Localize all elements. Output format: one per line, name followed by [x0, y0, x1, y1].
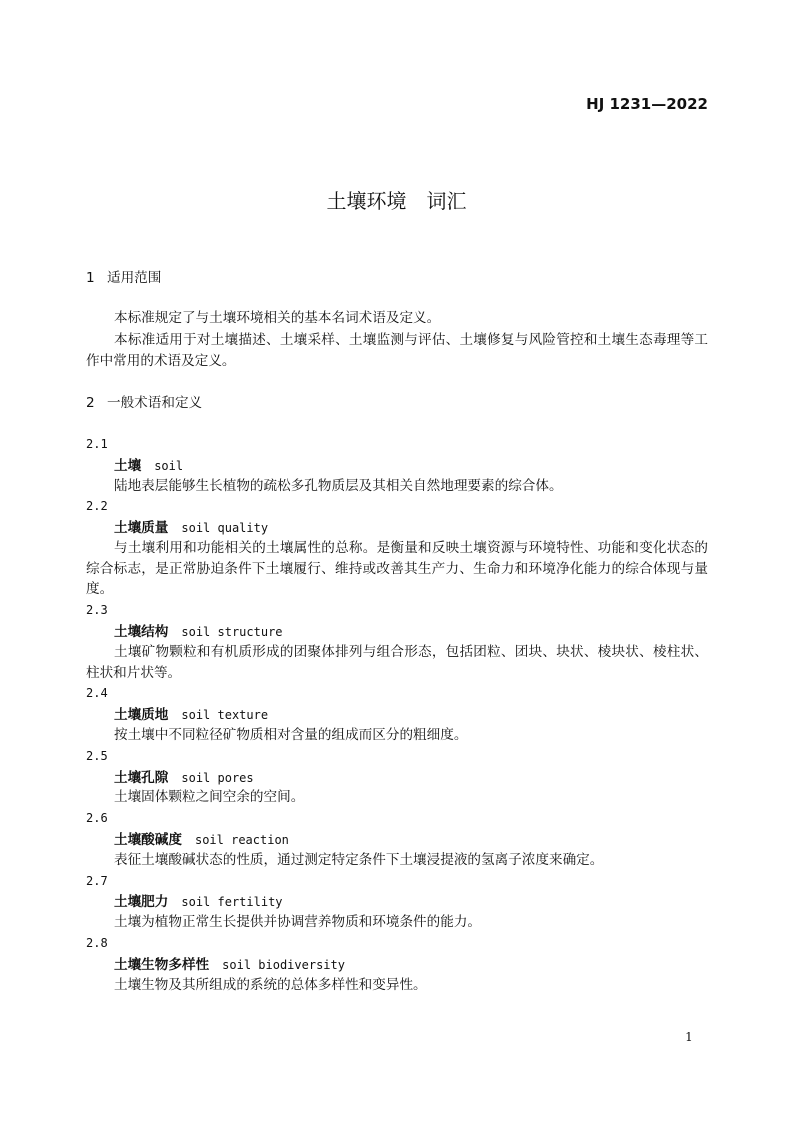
clause-number: 2.7 — [86, 874, 108, 888]
definition-line: 土壤生物及其所组成的系统的总体多样性和变异性。 — [114, 977, 427, 993]
term-en: soil texture — [181, 708, 269, 722]
term-en: soil pores — [181, 771, 254, 785]
clause-number: 2.1 — [86, 437, 108, 451]
section-number: 2 — [86, 395, 95, 411]
term-entry — [114, 829, 289, 850]
definition-line: 按土壤中不同粒径矿物质相对含量的组成而区分的粗细度。 — [114, 727, 468, 743]
definition-line: 度。 — [86, 581, 114, 597]
definition-line: 与土壤利用和功能相关的土壤属性的总称。是衡量和反映土壤资源与环境特性、功能和变化状态的 — [114, 540, 708, 556]
paragraph-line: 作中常用的术语及定义。 — [86, 353, 236, 369]
definition-line: 土壤固体颗粒之间空余的空间。 — [114, 789, 305, 805]
clause-number: 2.4 — [86, 686, 108, 700]
standard-code: HJ 1231—2022 — [586, 95, 708, 113]
term-entry — [114, 954, 345, 975]
definition-line: 土壤为植物正常生长提供并协调营养物质和环境条件的能力。 — [114, 914, 482, 930]
clause-number: 2.2 — [86, 499, 108, 513]
section-heading-scope — [86, 268, 161, 289]
section-number: 1 — [86, 270, 95, 286]
term-zh: 土壤生物多样性 — [114, 957, 210, 973]
term-en: soil biodiversity — [222, 958, 345, 972]
document-title: 土壤环境 词汇 — [326, 189, 467, 213]
term-en: soil reaction — [194, 833, 289, 847]
section-heading-terms — [86, 393, 202, 414]
term-zh: 土壤酸碱度 — [114, 832, 182, 848]
clause-number: 2.5 — [86, 749, 108, 763]
term-entry — [114, 704, 268, 725]
section-title: 适用范围 — [107, 270, 162, 286]
term-entry — [114, 621, 283, 642]
section-title: 一般术语和定义 — [107, 395, 203, 411]
term-entry — [114, 455, 183, 476]
clause-number: 2.3 — [86, 603, 108, 617]
definition-line: 土壤矿物颗粒和有机质形成的团聚体排列与组合形态，包括团粒、团块、块状、棱块状、棱柱状、 — [114, 644, 708, 660]
paragraph-line: 本标准适用于对土壤描述、土壤采样、土壤监测与评估、土壤修复与风险管控和土壤生态毒理等工 — [114, 332, 708, 348]
term-en: soil fertility — [181, 895, 283, 909]
term-entry — [114, 517, 268, 538]
term-en: soil — [154, 459, 184, 473]
term-zh: 土壤孔隙 — [114, 770, 169, 786]
clause-number: 2.8 — [86, 936, 108, 950]
paragraph-line: 本标准规定了与土壤环境相关的基本名词术语及定义。 — [114, 310, 441, 326]
term-entry — [114, 891, 283, 912]
term-entry — [114, 767, 254, 788]
clause-number: 2.6 — [86, 811, 108, 825]
definition-line: 综合标志，是正常胁迫条件下土壤履行、维持或改善其生产力、生命力和环境净化能力的综合体现与量 — [86, 561, 708, 577]
page-number: 1 — [685, 1030, 693, 1044]
definition-line: 柱状和片状等。 — [86, 665, 182, 681]
definition-line: 陆地表层能够生长植物的疏松多孔物质层及其相关自然地理要素的综合体。 — [114, 478, 563, 494]
term-zh: 土壤肥力 — [114, 894, 169, 910]
term-en: soil structure — [181, 625, 283, 639]
term-zh: 土壤质量 — [114, 520, 169, 536]
definition-line: 表征土壤酸碱状态的性质，通过测定特定条件下土壤浸提液的氢离子浓度来确定。 — [114, 852, 604, 868]
term-en: soil quality — [181, 521, 269, 535]
term-zh: 土壤 — [114, 458, 142, 474]
term-zh: 土壤结构 — [114, 624, 169, 640]
term-zh: 土壤质地 — [114, 707, 169, 723]
